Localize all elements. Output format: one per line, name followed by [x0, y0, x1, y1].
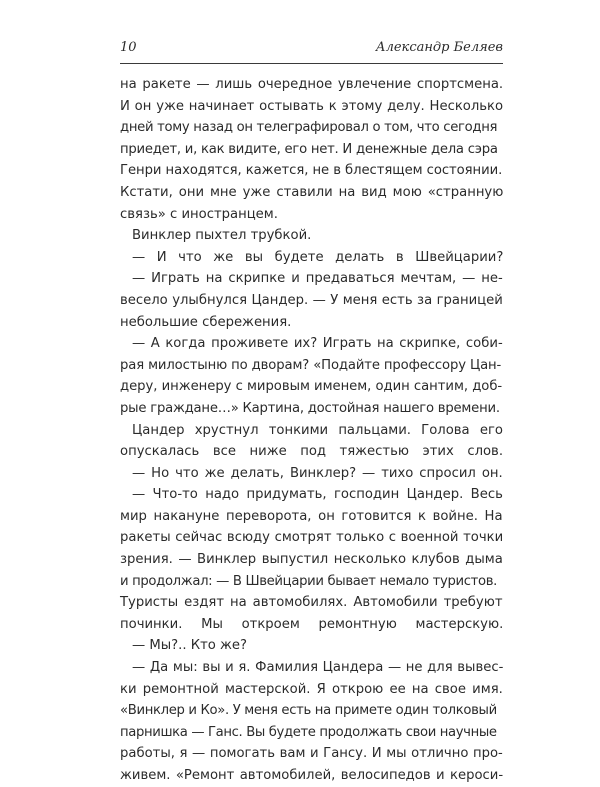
text-line: — И что же вы будете делать в Швейцарии? — [132, 249, 504, 265]
body-text — [120, 74, 503, 787]
text-line: зрения. — Винклер выпустил несколько клубов дыма — [120, 552, 503, 568]
text-line: связь» с иностранцем. — [120, 206, 278, 222]
text-line: ки ремонтной мастерской. Я открою ее на свое имя. — [120, 681, 503, 697]
text-line: «Винклер и Ко». У меня есть на примете один толковый — [120, 703, 497, 719]
text-line: живем. «Ремонт автомобилей, велосипедов и кероси- — [120, 768, 504, 783]
text-line: — Да мы: вы и я. Фамилия Цандера — не для вывес- — [132, 660, 504, 676]
text-line: Туристы ездят на автомобилях. Автомобили требуют — [120, 595, 503, 611]
text-line: Цандер хрустнул тонкими пальцами. Голова его — [132, 422, 503, 438]
page-number: 10 — [120, 40, 137, 55]
header-rule — [120, 63, 503, 64]
text-line: весело улыбнулся Цандер. — У меня есть за границей — [120, 292, 503, 308]
running-head-author: Александр Беляев — [375, 40, 503, 55]
text-line: и продолжал: — В Швейцарии бывает немало туристов. — [120, 573, 498, 589]
text-line: починки. Мы откроем ремонтную мастерскую. — [120, 616, 504, 632]
text-line: работы, я — помогать вам и Гансу. И мы отлично про- — [120, 746, 503, 762]
text-line: парнишка — Ганс. Вы будете продолжать свои научные — [120, 724, 497, 740]
text-line: дней тому назад он телеграфировал о том, что сегодня — [120, 120, 498, 136]
text-line: приедет, и, как видите, его нет. И денежные дела сэра — [120, 141, 498, 157]
text-line: рые граждане…» Картина, достойная нашего времени. — [120, 400, 500, 416]
text-line: Винклер пыхтел трубкой. — [132, 228, 312, 244]
page-header — [120, 40, 503, 60]
text-line: — Играть на скрипке и предаваться мечтам, — не- — [132, 271, 503, 287]
text-line: рая милостыню по дворам? «Подайте профессору Цан- — [120, 357, 502, 373]
text-line: ракеты сейчас всюду смотрят только с военной точки — [120, 530, 504, 546]
text-line: мир накануне переворота, он готовится к войне. На — [120, 508, 503, 524]
text-line: деру, инженеру с мировым именем, один сантим, доб- — [120, 379, 503, 395]
text-line: — Но что же делать, Винклер? — тихо спросил он. — [132, 465, 503, 481]
text-line: на ракете — лишь очередное увлечение спортсмена. — [120, 77, 504, 92]
text-line: — А когда проживете их? Играть на скрипке, соби- — [132, 336, 503, 352]
text-line: опускалась все ниже под тяжестью этих слов. — [120, 444, 504, 460]
text-line: Генри находятся, кажется, не в блестящем состоянии. — [120, 163, 503, 179]
text-line: — Мы?.. Кто же? — [132, 638, 248, 654]
text-line: небольшие сбережения. — [120, 314, 292, 330]
text-line: Кстати, они мне уже ставили на вид мою «странную — [120, 184, 504, 200]
text-line: — Что-то надо придумать, господин Цандер. Весь — [132, 487, 503, 503]
text-line: И он уже начинает остывать к этому делу. Несколько — [120, 98, 504, 114]
